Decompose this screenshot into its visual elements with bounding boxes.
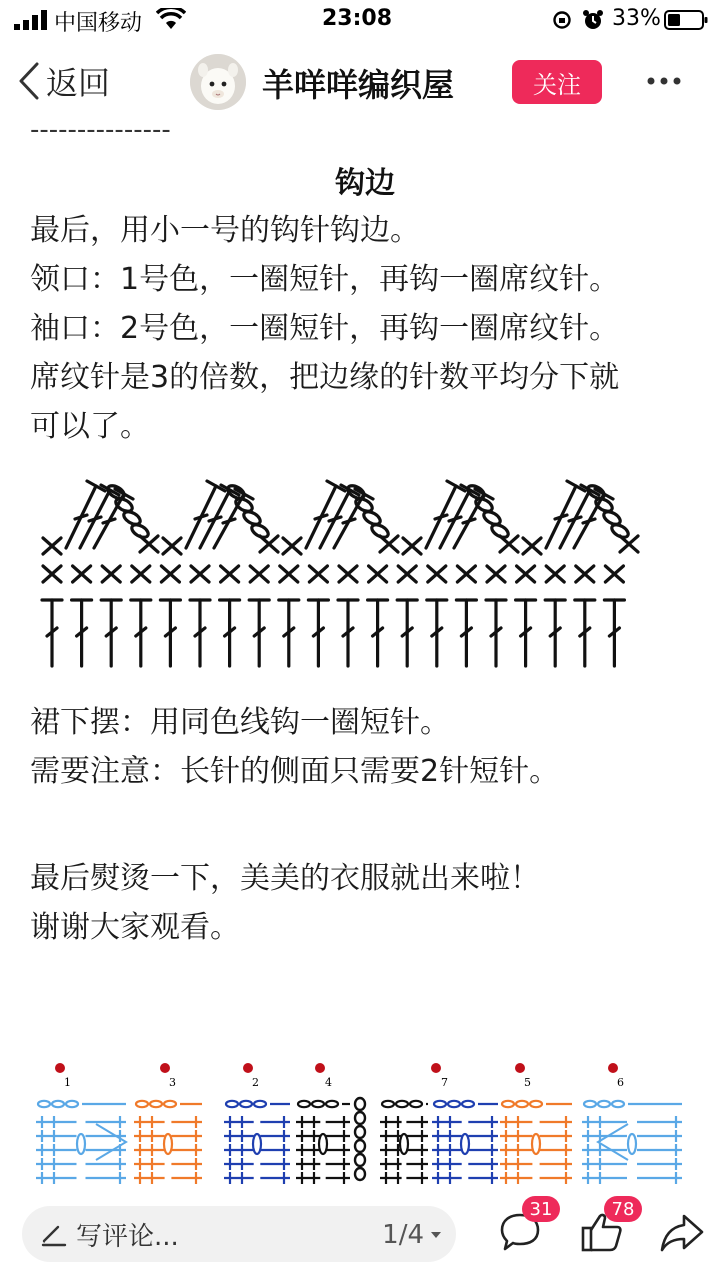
paragraph: 谢谢大家观看。 [30, 910, 240, 945]
wifi-icon [156, 8, 186, 30]
follow-button[interactable]: 关注 [512, 60, 602, 104]
chart-label: 4 [325, 1076, 332, 1089]
like-button[interactable] [578, 1198, 635, 1256]
like-count-badge: 78 [604, 1196, 642, 1222]
battery-percent: 33% [612, 6, 661, 31]
back-label: 返回 [46, 64, 111, 102]
paragraph: 领口：1号色，一圈短针，再钩一圈席纹针。 [30, 262, 620, 297]
chart-dot [431, 1063, 441, 1073]
page-indicator-text: 1/4 [382, 1220, 424, 1250]
paragraph: 最后熨烫一下，美美的衣服就出来啦！ [30, 861, 540, 896]
section-title: 钩边 [335, 166, 395, 201]
chart-label: 1 [64, 1076, 71, 1089]
chart-stitch-group [134, 1101, 202, 1184]
share-arrow-icon [658, 1208, 706, 1256]
status-time: 23:08 [322, 6, 393, 31]
chart-stitch-group [432, 1101, 498, 1184]
carrier-name: 中国移动 [54, 11, 143, 36]
chart-label: 2 [252, 1076, 259, 1089]
share-button[interactable] [658, 1208, 706, 1256]
paragraph: 裙下摆：用同色线钩一圈短针。 [30, 705, 450, 740]
more-options-icon[interactable] [646, 68, 682, 94]
comment-input[interactable] [22, 1206, 456, 1262]
status-bar [0, 0, 720, 40]
stitch-symbols [42, 481, 638, 666]
account-name[interactable]: 羊咩咩编织屋 [262, 66, 455, 104]
chart-dot [160, 1063, 170, 1073]
article-content [30, 112, 700, 451]
battery-icon [664, 10, 708, 30]
chart-label: 3 [169, 1076, 176, 1089]
chevron-left-icon [18, 62, 40, 100]
paragraph: 需要注意：长针的侧面只需要2针短针。 [30, 754, 560, 789]
crochet-edging-chart [36, 474, 646, 674]
paragraph: 最后，用小一号的钩针钩边。 [30, 213, 420, 248]
avatar[interactable] [190, 54, 246, 110]
text-divider: --------------- [30, 115, 171, 145]
chart-label: 7 [441, 1076, 448, 1089]
chart-dot [608, 1063, 618, 1073]
chart-stitch-group [380, 1101, 428, 1184]
comment-button[interactable] [496, 1198, 553, 1256]
chart-label-group [55, 1063, 624, 1089]
signal-icon [14, 10, 48, 30]
paragraph: 席纹针是3的倍数，把边缘的针数平均分下就 [30, 360, 620, 395]
color-crochet-chart [30, 1054, 690, 1194]
pen-icon [38, 1219, 68, 1249]
bottom-action-bar [0, 1190, 720, 1280]
article-content-3 [30, 854, 700, 952]
chart-stitch-group [224, 1101, 290, 1184]
chart-label: 5 [524, 1076, 531, 1089]
paragraph: 袖口：2号色，一圈短针，再钩一圈席纹针。 [30, 311, 620, 346]
chain-column [355, 1098, 365, 1180]
caret-down-icon [430, 1230, 442, 1240]
alarm-icon [582, 9, 604, 31]
chart-dot [243, 1063, 253, 1073]
chart-dot [515, 1063, 525, 1073]
chart-stitch-group [296, 1101, 350, 1184]
comment-placeholder: 写评论... [76, 1221, 179, 1252]
chart-stitch-group [500, 1101, 572, 1184]
chart-label: 6 [617, 1076, 624, 1089]
chart-dot [315, 1063, 325, 1073]
comment-count-badge: 31 [522, 1196, 560, 1222]
back-button[interactable] [18, 58, 110, 104]
alpaca-avatar-icon [190, 54, 246, 110]
page-indicator[interactable] [382, 1220, 442, 1250]
chart-stitch-group [36, 1101, 126, 1184]
chart-dot [55, 1063, 65, 1073]
article-content-2 [30, 698, 700, 796]
paragraph: 可以了。 [30, 409, 150, 444]
rotation-lock-icon [552, 10, 572, 30]
